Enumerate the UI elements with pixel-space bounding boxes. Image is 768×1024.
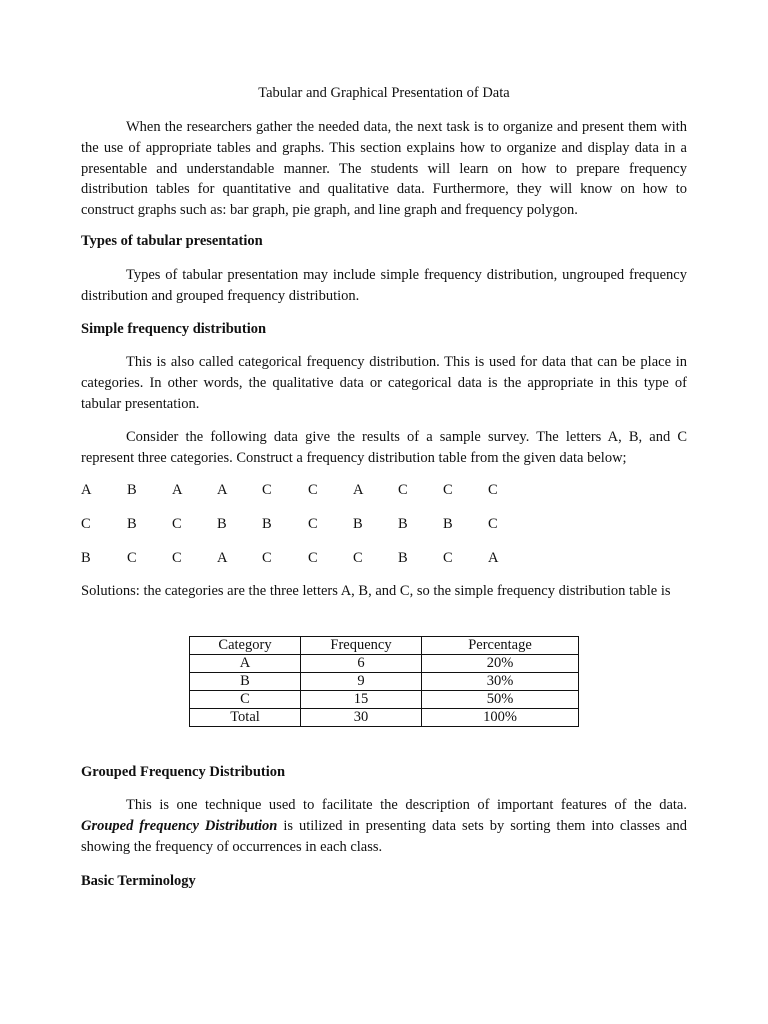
data-letter: A xyxy=(488,550,499,566)
table-cell: 30% xyxy=(422,673,579,691)
data-letter: C xyxy=(308,516,318,532)
table-cell: 15 xyxy=(301,691,422,709)
data-letter: C xyxy=(488,482,498,498)
survey-paragraph: Consider the following data give the results of a sample survey. The letters A, B, and C represent three categories. Construct a frequency distribution table from the given data below; xyxy=(81,429,687,466)
column-header-percentage: Percentage xyxy=(422,637,579,655)
intro-paragraph: When the researchers gather the needed data, the next task is to organize and present them with the use of appropriate tables and graphs. This section explains how to organize and display data in a presentable and understandable manner. The students will learn on how to prepare frequency distribution tables for quantitative and qualitative data. Furthermore, they will know on how to construct graphs such as: bar graph, pie graph, and line graph and frequency polygon. xyxy=(81,119,687,219)
grouped-text-prefix: This is one technique used to facilitate the description of important features of the data. xyxy=(126,797,687,813)
table-cell: 20% xyxy=(422,655,579,673)
data-letter: B xyxy=(398,550,408,566)
heading-simple-frequency: Simple frequency distribution xyxy=(81,321,267,337)
grouped-text-suffix: is utilized in presenting data sets by sorting them into classes and showing the frequency of occurrences in each class. xyxy=(81,817,687,855)
column-header-frequency: Frequency xyxy=(301,637,422,655)
data-letter: C xyxy=(127,550,137,566)
table-row-total xyxy=(190,709,579,727)
table-cell: 6 xyxy=(301,655,422,673)
data-letter: B xyxy=(398,516,408,532)
grouped-frequency-paragraph xyxy=(81,795,687,857)
data-row xyxy=(81,548,687,568)
data-letter: B xyxy=(353,516,363,532)
data-letter: C xyxy=(443,550,453,566)
data-letter: B xyxy=(262,516,272,532)
table-cell: C xyxy=(190,691,301,709)
column-header-category: Category xyxy=(190,637,301,655)
data-letter: C xyxy=(443,482,453,498)
heading-tabular-types: Types of tabular presentation xyxy=(81,233,263,249)
data-letter: C xyxy=(172,516,182,532)
data-letter: C xyxy=(262,550,272,566)
document-title: Tabular and Graphical Presentation of Data xyxy=(258,85,510,101)
data-letter: C xyxy=(308,482,318,498)
data-row xyxy=(81,514,687,534)
table-cell: A xyxy=(190,655,301,673)
heading-basic-terminology: Basic Terminology xyxy=(81,873,196,889)
frequency-table xyxy=(189,636,579,727)
data-letter: C xyxy=(262,482,272,498)
table-header-row xyxy=(190,637,579,655)
table-cell: B xyxy=(190,673,301,691)
data-letter: A xyxy=(81,482,92,498)
data-letter: C xyxy=(81,516,91,532)
data-letter: B xyxy=(81,550,91,566)
data-letter: A xyxy=(217,482,228,498)
data-letter: B xyxy=(127,482,137,498)
data-letter: A xyxy=(217,550,228,566)
data-letter: A xyxy=(353,482,364,498)
table-cell: 9 xyxy=(301,673,422,691)
simple-frequency-paragraph: This is also called categorical frequency distribution. This is used for data that can be place in categories. In other words, the qualitative data or categorical data is the appropriate in this type of tabular presentation. xyxy=(81,354,687,412)
table-row xyxy=(190,673,579,691)
grouped-text-emphasis: Grouped frequency Distribution xyxy=(81,817,278,834)
data-letter: B xyxy=(127,516,137,532)
data-letter: C xyxy=(353,550,363,566)
data-letter: C xyxy=(398,482,408,498)
data-letter: C xyxy=(308,550,318,566)
data-letter: B xyxy=(443,516,453,532)
solution-paragraph: Solutions: the categories are the three letters A, B, and C, so the simple frequency distribution table is xyxy=(81,583,671,599)
data-letter: B xyxy=(217,516,227,532)
data-letter: C xyxy=(172,550,182,566)
data-letter: C xyxy=(488,516,498,532)
data-letter: A xyxy=(172,482,183,498)
table-cell: 100% xyxy=(422,709,579,727)
table-cell: 50% xyxy=(422,691,579,709)
table-cell: 30 xyxy=(301,709,422,727)
data-row xyxy=(81,480,687,500)
heading-grouped-frequency: Grouped Frequency Distribution xyxy=(81,764,286,780)
tabular-types-paragraph: Types of tabular presentation may include simple frequency distribution, ungrouped frequency distribution and grouped frequency distribution. xyxy=(81,267,687,304)
table-row xyxy=(190,691,579,709)
table-cell: Total xyxy=(190,709,301,727)
table-row xyxy=(190,655,579,673)
